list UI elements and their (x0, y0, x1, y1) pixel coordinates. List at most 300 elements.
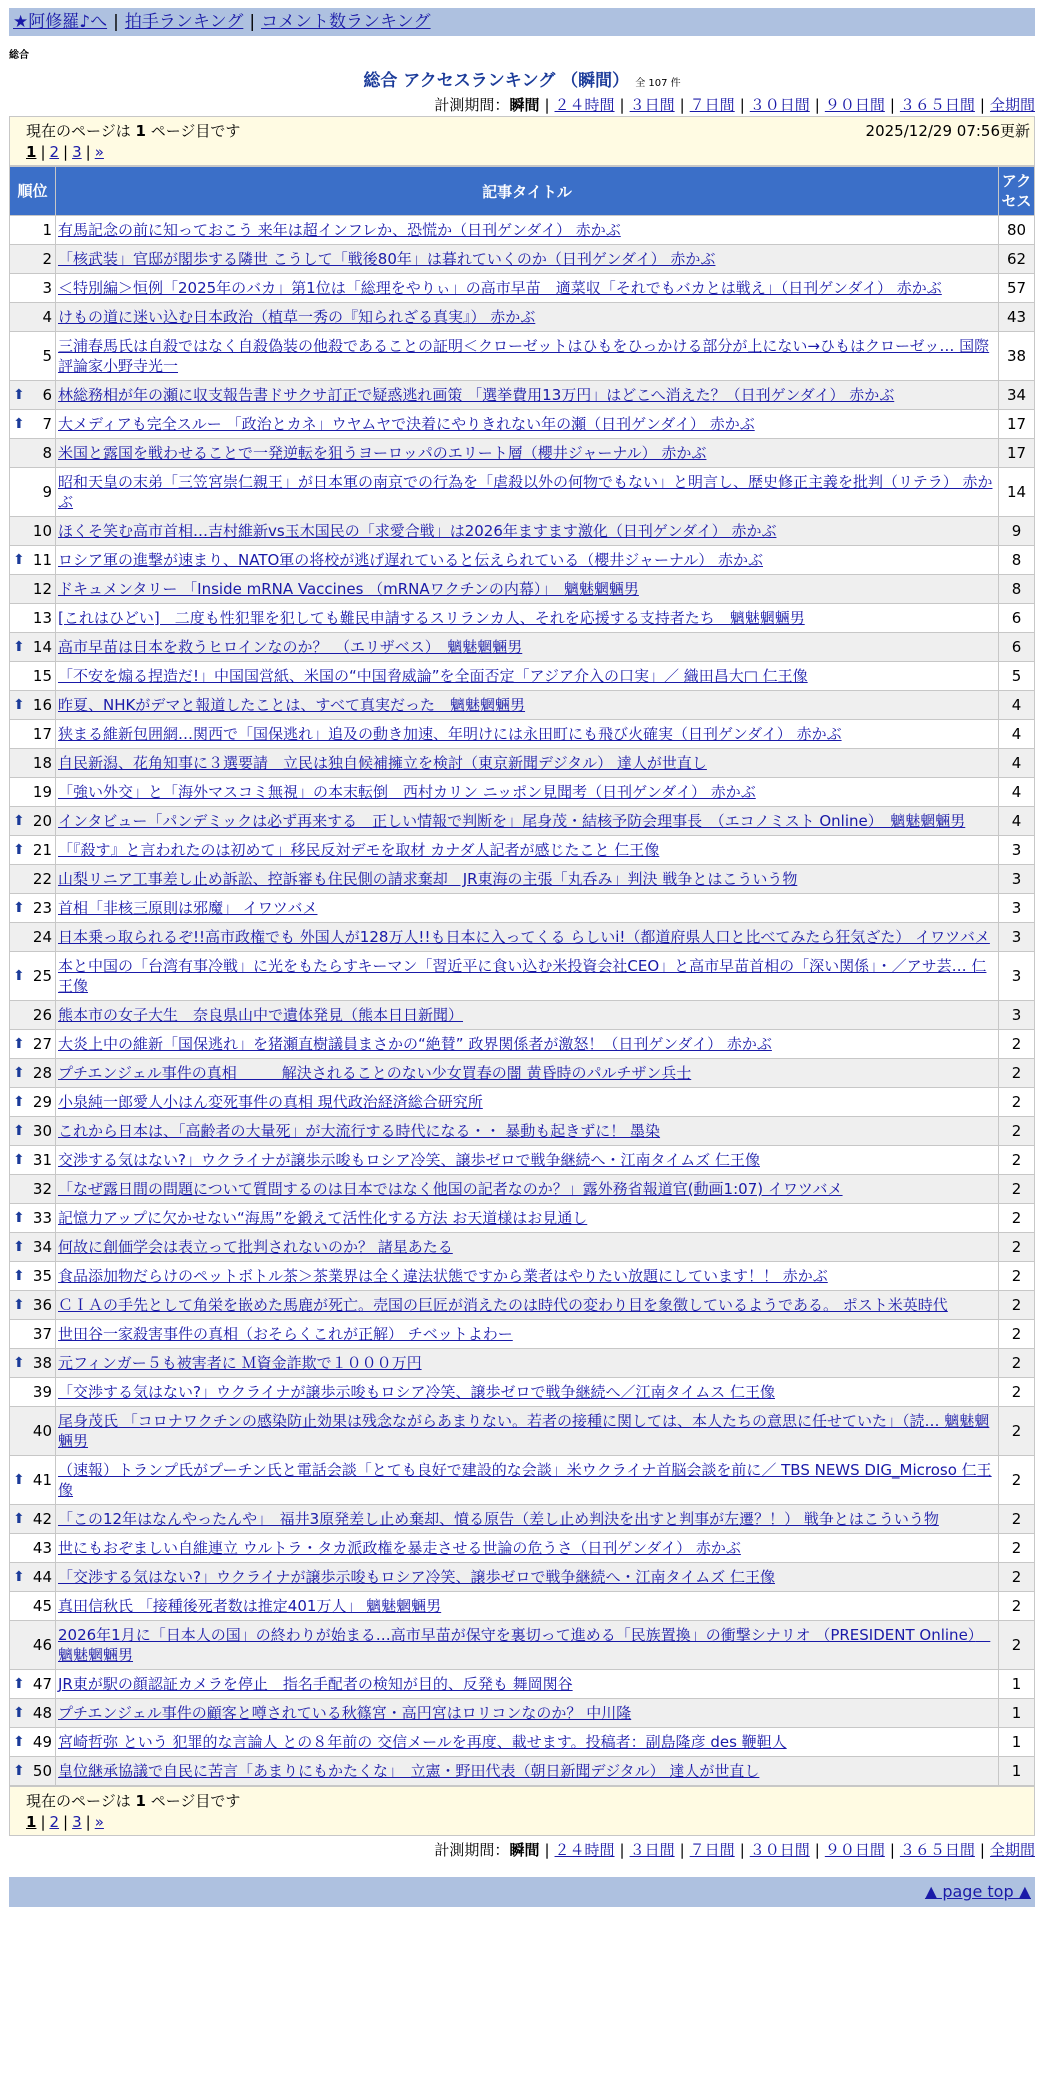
article-link[interactable]: 尾身茂氏 「コロナワクチンの感染防止効果は残念ながらあまりない。若者の接種に関しては、本人たちの意思に任せていた」（読… 魑魅魍魎男 (58, 1412, 990, 1450)
up-arrow-icon: ⬆ (13, 1472, 25, 1488)
rank-number: 12 (32, 580, 52, 598)
title-cell (56, 1378, 999, 1407)
rank-cell (10, 691, 56, 720)
period-link[interactable]: 全期間 (989, 1841, 1035, 1859)
table-row (10, 691, 1035, 720)
title-cell (56, 1262, 999, 1291)
rank-number: 26 (32, 1006, 52, 1024)
access-count: 34 (999, 381, 1035, 410)
up-arrow-icon: ⬆ (13, 1676, 25, 1692)
table-row (10, 778, 1035, 807)
up-arrow-icon: ⬆ (13, 1036, 25, 1052)
rank-cell (10, 1699, 56, 1728)
period-link[interactable]: ９０日間 (824, 96, 885, 114)
title-cell (56, 332, 999, 381)
pager-status (26, 1790, 1034, 1811)
article-link[interactable]: プチエンジェル事件の顧客と噂されている秋篠宮・高円宮はロリコンなのか？ 中川隆 (58, 1704, 632, 1722)
table-row (10, 720, 1035, 749)
article-link[interactable]: 「この12年はなんやったんや」 福井3原発差し止め棄却、憤る原告（差し止め判決を出すと判事が左遷？！） 戦争とはこういう物 (58, 1510, 939, 1528)
article-link[interactable]: 食品添加物だらけのペットボトル茶＞茶業界は全く違法状態ですから業者はやりたい放題にしています！！ 赤かぶ (58, 1267, 828, 1285)
nav-link-clap-ranking[interactable]: 拍手ランキング (124, 12, 244, 32)
article-link[interactable]: 「『殺す』と言われたのは初めて」移民反対デモを取材 カナダ人記者が感じたこと 仁王像 (58, 841, 660, 859)
article-link[interactable]: 昨夏、NHKがデマと報道したことは、すべて真実だった 魑魅魍魎男 (58, 696, 526, 714)
access-count: 2 (999, 1291, 1035, 1320)
title-cell (56, 468, 999, 517)
rank-cell (10, 1146, 56, 1175)
access-count: 38 (999, 332, 1035, 381)
title-cell (56, 1204, 999, 1233)
ranking-title (9, 66, 1035, 91)
rank-number: 36 (32, 1296, 52, 1314)
rank-cell (10, 1621, 56, 1670)
access-count: 4 (999, 778, 1035, 807)
article-link[interactable]: 世田谷一家殺害事件の真相（おそらくこれが正解） チベットよわー (58, 1325, 513, 1343)
title-cell (56, 1456, 999, 1505)
table-row (10, 245, 1035, 274)
rank-cell (10, 1505, 56, 1534)
title-cell (56, 836, 999, 865)
rank-cell (10, 332, 56, 381)
rank-number: 6 (42, 386, 52, 404)
rank-number: 45 (32, 1597, 52, 1615)
rank-cell (10, 439, 56, 468)
table-row (10, 1563, 1035, 1592)
article-link[interactable]: 山梨リニア工事差し止め訴訟、控訴審も住民側の請求棄却 JR東海の主張「丸呑み」判決 戦争とはこういう物 (58, 870, 798, 888)
rank-cell (10, 245, 56, 274)
title-cell (56, 1117, 999, 1146)
rank-number: 37 (32, 1325, 52, 1343)
title-cell (56, 807, 999, 836)
rank-number: 48 (32, 1704, 52, 1722)
article-link[interactable]: 本と中国の「台湾有事冷戦」に光をもたらすキーマン「習近平に食い込む米投資会社CEO」と高市早苗首相の「深い関係」・／アサ芸… 仁王像 (58, 957, 987, 995)
access-count: 3 (999, 865, 1035, 894)
rank-number: 35 (32, 1267, 52, 1285)
title-cell (56, 274, 999, 303)
access-count: 6 (999, 604, 1035, 633)
rank-cell (10, 836, 56, 865)
up-arrow-icon: ⬆ (13, 552, 25, 568)
title-cell (56, 662, 999, 691)
rank-number: 9 (42, 483, 52, 501)
access-count: 4 (999, 807, 1035, 836)
article-link[interactable]: [これはひどい] 二度も性犯罪を犯しても難民申請するスリランカ人、それを応援する支持者たち 魑魅魍魎男 (58, 609, 805, 627)
title-cell (56, 1670, 999, 1699)
period-sep: | (739, 1841, 745, 1859)
table-row (10, 1670, 1035, 1699)
nav-link-comment-ranking[interactable]: コメント数ランキング (261, 12, 431, 32)
table-row (10, 1204, 1035, 1233)
article-link[interactable]: ロシア軍の進撃が速まり、NATO軍の将校が逃げ遅れていると伝えられている（櫻井ジャーナル） 赤かぶ (58, 551, 764, 569)
article-link[interactable]: ＣＩＡの手先として角栄を嵌めた馬鹿が死亡。売国の巨匠が消えたのは時代の変わり目を象徴しているようである。 ポスト米英時代 (58, 1296, 948, 1314)
up-arrow-icon: ⬆ (13, 1297, 25, 1313)
access-count: 4 (999, 720, 1035, 749)
title-cell (56, 1728, 999, 1757)
pager-bottom (9, 1786, 1035, 1836)
table-row (10, 1059, 1035, 1088)
access-count: 57 (999, 274, 1035, 303)
rank-number: 8 (42, 444, 52, 462)
up-arrow-icon: ⬆ (13, 1094, 25, 1110)
access-count: 2 (999, 1233, 1035, 1262)
table-row (10, 468, 1035, 517)
rank-number: 1 (42, 221, 52, 239)
rank-cell (10, 1262, 56, 1291)
period-link[interactable]: ３６５日間 (899, 96, 975, 114)
table-row (10, 1456, 1035, 1505)
article-link[interactable]: 大炎上中の維新「国保逃れ」を猪瀬直樹議員まさかの“絶賛” 政界関係者が激怒！（日刊ゲンダイ） 赤かぶ (58, 1035, 772, 1053)
article-link[interactable]: 「なぜ露日間の問題について質問するのは日本ではなく他国の記者なのか？」露外務省報道官(動画1:07) イワツバメ (58, 1180, 843, 1198)
access-count: 2 (999, 1621, 1035, 1670)
rank-number: 46 (32, 1636, 52, 1654)
rank-cell (10, 807, 56, 836)
period-link[interactable]: ３日間 (629, 1841, 675, 1859)
access-count: 3 (999, 923, 1035, 952)
title-cell (56, 1757, 999, 1786)
period-sep: | (889, 96, 895, 114)
period-link[interactable]: ３０日間 (749, 1841, 810, 1859)
rank-cell (10, 1320, 56, 1349)
access-count: 80 (999, 216, 1035, 245)
article-link[interactable]: JR東が駅の顔認証カメラを停止 指名手配者の検知が目的、反発も 舞岡関谷 (58, 1675, 573, 1693)
access-count: 8 (999, 575, 1035, 604)
article-link[interactable]: ドキュメンタリー 「Inside mRNA Vaccines （mRNAワクチンの内幕）」 魑魅魍魎男 (58, 580, 639, 598)
article-link[interactable]: 「交渉する気はない?」ウクライナが譲歩示唆もロシア冷笑、譲歩ゼロで戦争継続へ・江南タイムズ 仁王像 (58, 1568, 775, 1586)
table-row (10, 1291, 1035, 1320)
ranking-count: 全 107 件 (635, 78, 681, 89)
access-count: 5 (999, 662, 1035, 691)
rank-cell (10, 1407, 56, 1456)
rank-cell (10, 1563, 56, 1592)
page-link[interactable]: 2 (49, 1813, 60, 1831)
period-link[interactable]: ２４時間 (554, 1841, 615, 1859)
period-link[interactable]: ３０日間 (749, 96, 810, 114)
article-link[interactable]: 首相「非核三原則は邪魔」 イワツバメ (58, 899, 318, 917)
rank-cell (10, 1534, 56, 1563)
page-sep: | (63, 143, 69, 161)
table-row (10, 1728, 1035, 1757)
nav-sep: | (249, 12, 256, 32)
access-count: 14 (999, 468, 1035, 517)
rank-number: 43 (32, 1539, 52, 1557)
rank-cell (10, 1204, 56, 1233)
up-arrow-icon: ⬆ (13, 1705, 25, 1721)
title-cell (56, 1407, 999, 1456)
article-link[interactable]: 昭和天皇の末弟「三笠宮崇仁親王」が日本軍の南京での行為を「虐殺以外の何物でもない」と明言し、歴史修正主義を批判（リテラ） 赤かぶ (58, 473, 993, 511)
rank-cell (10, 1728, 56, 1757)
rank-cell (10, 410, 56, 439)
table-row (10, 952, 1035, 1001)
table-row (10, 303, 1035, 332)
article-link[interactable]: 「不安を煽る捏造だ!」中国国営紙、米国の“中国脅威論”を全面否定「アジア介入の口実」／ 織田昌大□ 仁王像 (58, 667, 808, 685)
rank-cell (10, 720, 56, 749)
table-row (10, 1001, 1035, 1030)
rank-cell (10, 1117, 56, 1146)
head-access: アクセス (999, 167, 1035, 216)
article-link[interactable]: （速報）トランプ氏がプーチン氏と電話会談「とても良好で建設的な会談」米ウクライナ首脳会談を前に／ TBS NEWS DIG_Microso 仁王像 (58, 1461, 992, 1499)
rank-number: 10 (32, 522, 52, 540)
table-row (10, 662, 1035, 691)
title-cell (56, 1592, 999, 1621)
rank-number: 32 (32, 1180, 52, 1198)
article-link[interactable]: 「強い外交」と「海外マスコミ無視」の本末転倒 西村カリン ニッポン見聞考（日刊ゲンダイ） 赤かぶ (58, 783, 756, 801)
period-sep: | (619, 96, 625, 114)
rank-number: 14 (32, 638, 52, 656)
rank-number: 18 (32, 754, 52, 772)
rank-cell (10, 1030, 56, 1059)
article-link[interactable]: インタビュー「パンデミックは必ず再来する 正しい情報で判断を」尾身茂・結核予防会理事長 （エコノミスト Online） 魑魅魍魎男 (58, 812, 966, 830)
access-count: 2 (999, 1320, 1035, 1349)
up-arrow-icon: ⬆ (13, 1355, 25, 1371)
title-cell (56, 303, 999, 332)
article-link[interactable]: 大メディアも完全スルー 「政治とカネ」ウヤムヤで決着にやりきれない年の瀬（日刊ゲンダイ） 赤かぶ (58, 415, 755, 433)
table-row (10, 1349, 1035, 1378)
article-link[interactable]: これから日本は、「高齢者の大量死」が大流行する時代になる・・ 暴動も起きずに！ 墨染 (58, 1122, 661, 1140)
title-cell (56, 749, 999, 778)
up-arrow-icon: ⬆ (13, 1152, 25, 1168)
table-row (10, 1262, 1035, 1291)
period-link[interactable]: ９０日間 (824, 1841, 885, 1859)
table-row (10, 865, 1035, 894)
rank-number: 44 (32, 1568, 52, 1586)
table-row (10, 633, 1035, 662)
rank-number: 22 (32, 870, 52, 888)
rank-number: 19 (32, 783, 52, 801)
title-cell (56, 691, 999, 720)
table-row (10, 1378, 1035, 1407)
rank-cell (10, 303, 56, 332)
period-link[interactable]: 全期間 (989, 96, 1035, 114)
period-selector (9, 94, 1035, 116)
rank-cell (10, 604, 56, 633)
article-link[interactable]: 高市早苗は日本を救うヒロインなのか？ （エリザベス） 魑魅魍魎男 (58, 638, 523, 656)
rank-cell (10, 468, 56, 517)
article-link[interactable]: けもの道に迷い込む日本政治（植草一秀の『知られざる真実』） 赤かぶ (58, 308, 536, 326)
pager (9, 116, 1035, 166)
article-link[interactable]: 自民新潟、花角知事に３選要請 立民は独自候補擁立を検討（東京新聞デジタル） 達人が世直し (58, 754, 707, 772)
title-cell (56, 604, 999, 633)
article-link[interactable]: 米国と露国を戦わせることで一発逆転を狙うヨーロッパのエリート層（櫻井ジャーナル） 赤かぶ (58, 444, 707, 462)
table-row (10, 517, 1035, 546)
rank-cell (10, 1059, 56, 1088)
access-count: 2 (999, 1117, 1035, 1146)
access-count: 2 (999, 1534, 1035, 1563)
period-label: 計測期間： (434, 96, 510, 114)
rank-number: 33 (32, 1209, 52, 1227)
table-row (10, 1621, 1035, 1670)
title-cell (56, 410, 999, 439)
table-row (10, 1699, 1035, 1728)
table-row (10, 332, 1035, 381)
access-count: 2 (999, 1175, 1035, 1204)
rank-number: 16 (32, 696, 52, 714)
up-arrow-icon: ⬆ (13, 1511, 25, 1527)
page-sep: | (63, 1813, 69, 1831)
top-nav (9, 8, 1035, 36)
up-arrow-icon: ⬆ (13, 968, 25, 984)
pager-prefix: 現在のページは (26, 122, 131, 140)
rank-number: 50 (32, 1762, 52, 1780)
article-link[interactable]: 日本乗っ取られるぞ!!高市政権でも 外国人が128万人!!も日本に入ってくる らしいi!（都道府県人口と比べてみたら狂気ざた） イワツバメ (58, 928, 990, 946)
period-sep: | (979, 96, 985, 114)
access-count: 2 (999, 1204, 1035, 1233)
rank-number: 29 (32, 1093, 52, 1111)
table-row (10, 546, 1035, 575)
table-row (10, 923, 1035, 952)
article-link[interactable]: 2026年1月に「日本人の国」の終わりが始まる…高市早苗が保守を裏切って進める「民族置換」の衝撃シナリオ （PRESIDENT Online） 魑魅魍魎男 (58, 1626, 991, 1664)
rank-number: 49 (32, 1733, 52, 1751)
access-count: 2 (999, 1262, 1035, 1291)
pager-suffix: ページ目です (150, 122, 241, 140)
article-link[interactable]: 世にもおぞましい自維連立 ウルトラ・タカ派政権を暴走させる世論の危うさ（日刊ゲンダイ） 赤かぶ (58, 1539, 741, 1557)
article-link[interactable]: 「核武装」官邸が閣歩する隣世 こうして「戦後80年」は暮れていくのか（日刊ゲンダイ） 赤かぶ (58, 250, 716, 268)
rank-cell (10, 1670, 56, 1699)
rank-cell (10, 1349, 56, 1378)
rank-number: 7 (42, 415, 52, 433)
access-count: 2 (999, 1349, 1035, 1378)
article-link[interactable]: 熊本市の女子大生 奈良県山中で遺体発見（熊本日日新聞） (58, 1006, 464, 1024)
access-count: 3 (999, 952, 1035, 1001)
rank-cell (10, 1291, 56, 1320)
article-link[interactable]: 元フィンガー５も被害者に Ｍ資金詐欺で１０００万円 (58, 1354, 422, 1372)
article-link[interactable]: 林総務相が年の瀬に収支報告書ドサクサ訂正で疑惑逃れ画策 「選挙費用13万円」はどこへ消えた？（日刊ゲンダイ） 赤かぶ (58, 386, 895, 404)
period-sep: | (739, 96, 745, 114)
access-count: 1 (999, 1757, 1035, 1786)
article-link[interactable]: 皇位継承協議で自民に苦言「あまりにもかたくな」 立憲・野田代表（朝日新聞デジタル） 達人が世直し (58, 1762, 760, 1780)
access-count: 3 (999, 836, 1035, 865)
rank-number: 42 (32, 1510, 52, 1528)
page-link[interactable]: » (94, 143, 104, 161)
title-cell (56, 439, 999, 468)
article-link[interactable]: 交渉する気はない?」ウクライナが譲歩示唆もロシア冷笑、譲歩ゼロで戦争継続へ・江南タイムズ 仁王像 (58, 1151, 760, 1169)
up-arrow-icon: ⬆ (13, 1734, 25, 1750)
period-current: 瞬間 (509, 1841, 540, 1859)
rank-cell (10, 865, 56, 894)
footer-bar (9, 1877, 1035, 1907)
title-cell (56, 1146, 999, 1175)
page-link[interactable]: » (94, 1813, 104, 1831)
rank-cell (10, 662, 56, 691)
access-count: 2 (999, 1146, 1035, 1175)
title-cell (56, 865, 999, 894)
rank-number: 30 (32, 1122, 52, 1140)
title-cell (56, 216, 999, 245)
title-cell (56, 575, 999, 604)
access-count: 2 (999, 1059, 1035, 1088)
access-count: 2 (999, 1592, 1035, 1621)
access-count: 2 (999, 1030, 1035, 1059)
pager-page: 1 (135, 122, 146, 140)
rank-number: 40 (32, 1422, 52, 1440)
rank-number: 31 (32, 1151, 52, 1169)
rank-cell (10, 749, 56, 778)
title-cell (56, 894, 999, 923)
article-link[interactable]: ＜特別編＞恒例「2025年のバカ」第1位は「総理をやりぃ」の高市早苗 適菜収「それでもバカとは戦え」（日刊ゲンダイ） 赤かぶ (58, 279, 942, 297)
rank-cell (10, 381, 56, 410)
article-link[interactable]: 「交渉する気はない?」ウクライナが譲歩示唆もロシア冷笑、譲歩ゼロで戦争継続へ／江南タイムス 仁王像 (58, 1383, 775, 1401)
article-link[interactable]: 三浦春馬氏は自殺ではなく自殺偽装の他殺であることの証明＜クローゼットはひもをひっかける部分が上にない→ひもはクローゼッ… 国際評論家小野寺光一 (58, 337, 990, 375)
page-link[interactable]: 3 (72, 1813, 82, 1831)
rank-cell (10, 517, 56, 546)
period-link[interactable]: ２４時間 (554, 96, 615, 114)
period-sep: | (544, 1841, 550, 1859)
table-row (10, 439, 1035, 468)
page-links (26, 1813, 1034, 1831)
table-row (10, 1088, 1035, 1117)
rank-number: 17 (32, 725, 52, 743)
rank-number: 13 (32, 609, 52, 627)
access-count: 2 (999, 1505, 1035, 1534)
rank-number: 11 (32, 551, 52, 569)
rank-number: 47 (32, 1675, 52, 1693)
up-arrow-icon: ⬆ (13, 1065, 25, 1081)
pager-suffix: ページ目です (150, 1792, 241, 1810)
rank-cell (10, 216, 56, 245)
period-link[interactable]: ７日間 (689, 96, 735, 114)
article-link[interactable]: ほくそ笑む高市首相…吉村維新vs玉木国民の「求愛合戦」は2026年ますます激化（日刊ゲンダイ） 赤かぶ (58, 522, 777, 540)
title-cell (56, 633, 999, 662)
access-count: 17 (999, 410, 1035, 439)
table-row (10, 894, 1035, 923)
table-row (10, 1407, 1035, 1456)
article-link[interactable]: 宮崎哲弥 という 犯罪的な言論人 との８年前の 交信メールを再度、載せます。投稿者：副島隆彦 des 鞭靼人 (58, 1733, 787, 1751)
title-cell (56, 1175, 999, 1204)
access-count: 4 (999, 691, 1035, 720)
article-link[interactable]: 真田信秋氏 「接種後死者数は推定401万人」 魑魅魍魎男 (58, 1597, 442, 1615)
table-row (10, 216, 1035, 245)
rank-cell (10, 1456, 56, 1505)
rank-number: 28 (32, 1064, 52, 1082)
access-count: 1 (999, 1728, 1035, 1757)
access-count: 2 (999, 1407, 1035, 1456)
up-arrow-icon: ⬆ (13, 1123, 25, 1139)
rank-number: 2 (42, 250, 52, 268)
up-arrow-icon: ⬆ (13, 900, 25, 916)
rank-cell (10, 546, 56, 575)
nav-link-asyura[interactable]: ★阿修羅♪へ (13, 12, 108, 32)
period-link[interactable]: ３６５日間 (899, 1841, 975, 1859)
up-arrow-icon: ⬆ (13, 813, 25, 829)
rank-cell (10, 1592, 56, 1621)
page-sep: | (85, 143, 91, 161)
title-cell (56, 1621, 999, 1670)
title-cell (56, 778, 999, 807)
article-link[interactable]: 狭まる維新包囲網…関西で「国保逃れ」追及の動き加速、年明けには永田町にも飛び火確実（日刊ゲンダイ） 赤かぶ (58, 725, 842, 743)
access-count: 2 (999, 1088, 1035, 1117)
rank-number: 27 (32, 1035, 52, 1053)
article-link[interactable]: プチエンジェル事件の真相 解決されることのない少女買春の闇 黄昏時のパルチザン兵士 (58, 1064, 692, 1082)
head-rank: 順位 (10, 167, 56, 216)
page-link[interactable]: 3 (72, 143, 82, 161)
table-row (10, 807, 1035, 836)
rank-number: 25 (32, 967, 52, 985)
page-link[interactable]: 2 (49, 143, 60, 161)
page-top-link[interactable]: ▲ page top ▲ (924, 1882, 1031, 1901)
table-row (10, 749, 1035, 778)
article-link[interactable]: 有馬記念の前に知っておこう 来年は超インフレか、恐慌か（日刊ゲンダイ） 赤かぶ (58, 221, 621, 239)
period-link[interactable]: ７日間 (689, 1841, 735, 1859)
article-link[interactable]: 記憶力アップに欠かせない“海馬”を鍛えて活性化する方法 お天道様はお見通し (58, 1209, 588, 1227)
rank-cell (10, 1088, 56, 1117)
nav-sep: | (113, 12, 119, 32)
article-link[interactable]: 何故に創価学会は表立って批判されないのか？ 諸星あたる (58, 1238, 453, 1256)
access-count: 1 (999, 1699, 1035, 1728)
ranking-table (9, 166, 1035, 1786)
article-link[interactable]: 小泉純一郎愛人小はん変死事件の真相 現代政治経済総合研究所 (58, 1093, 483, 1111)
rank-cell (10, 952, 56, 1001)
page-sep: | (40, 1813, 46, 1831)
period-link[interactable]: ３日間 (629, 96, 675, 114)
period-sep: | (814, 96, 820, 114)
